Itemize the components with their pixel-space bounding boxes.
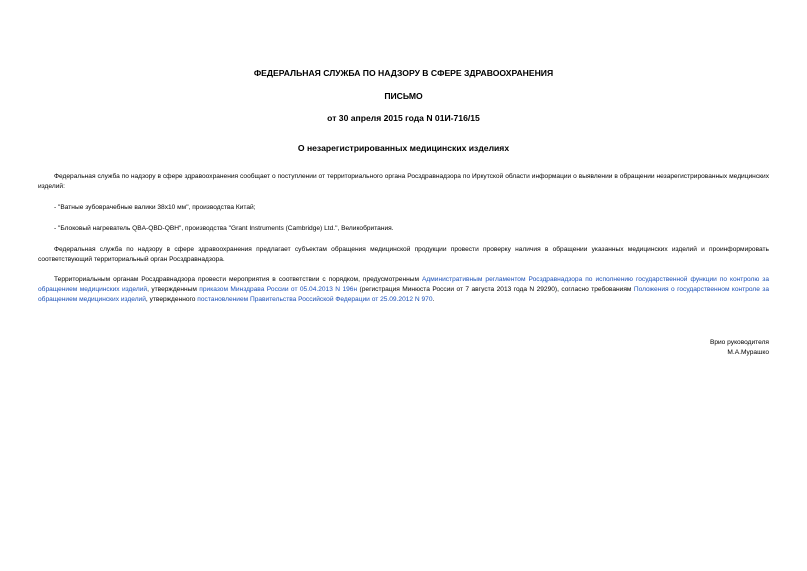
signature-position: Врио руководителя [709, 339, 769, 346]
paragraph-instructions [38, 275, 769, 305]
instructions-text-4: , утвержденного [145, 296, 198, 303]
instructions-text-3: (регистрация Минюста России от 7 августа 2013 года N 29290), согласно требованиям [357, 286, 634, 293]
instructions-text-5: . [432, 296, 435, 303]
link-government-decree[interactable]: постановлением Правительства Российской Федерации от 25.09.2012 N 970 [197, 296, 433, 303]
list-item-block-heater: - "Блоковый нагреватель QBA-QBD-QBH", производства "Grant Instruments (Cambridge) Ltd.", Великобритания. [54, 225, 394, 232]
organization-title: ФЕДЕРАЛЬНАЯ СЛУЖБА ПО НАДЗОРУ В СФЕРЕ ЗДРАВООХРАНЕНИЯ [253, 68, 554, 78]
instructions-text-2: , утвержденным [147, 286, 200, 293]
list-item-cotton-rolls: - "Ватные зубоврачебные валики 38х10 мм", производства Китай; [54, 204, 256, 211]
link-control-regulation[interactable]: Положения о государственном контроле за обращением медицинских изделий [38, 286, 770, 303]
instructions-text-1: Территориальным органам Росздравнадзора провести мероприятия в соответствии с порядком, предусмотренным [54, 276, 422, 283]
link-ministry-order[interactable]: приказом Минздрава России от 05.04.2013 N 196н [199, 286, 358, 293]
document-type: ПИСЬМО [384, 91, 423, 101]
link-administrative-regulation[interactable]: Административным регламентом Росздравнадзора по исполнению государственной функции по контролю за обращением медицинских изделий [38, 276, 769, 293]
signature-name: М.А.Мурашко [727, 349, 769, 356]
document-subject: О незарегистрированных медицинских изделиях [297, 143, 510, 153]
paragraph-intro: Федеральная служба по надзору в сфере здравоохранения сообщает о поступлении от территориального органа Росздравнадзора по Иркутской области информации о выявлении в обращении незарегистрированных медицинских изделий: [38, 173, 769, 190]
document-date: от 30 апреля 2015 года N 01И-716/15 [327, 113, 480, 123]
paragraph-proposal: Федеральная служба по надзору в сфере здравоохранения предлагает субъектам обращения медицинской продукции провести проверку наличия в обращении указанных медицинских изделий и проинформировать соответствующий территориальный орган Росздравнадзора. [38, 246, 769, 263]
